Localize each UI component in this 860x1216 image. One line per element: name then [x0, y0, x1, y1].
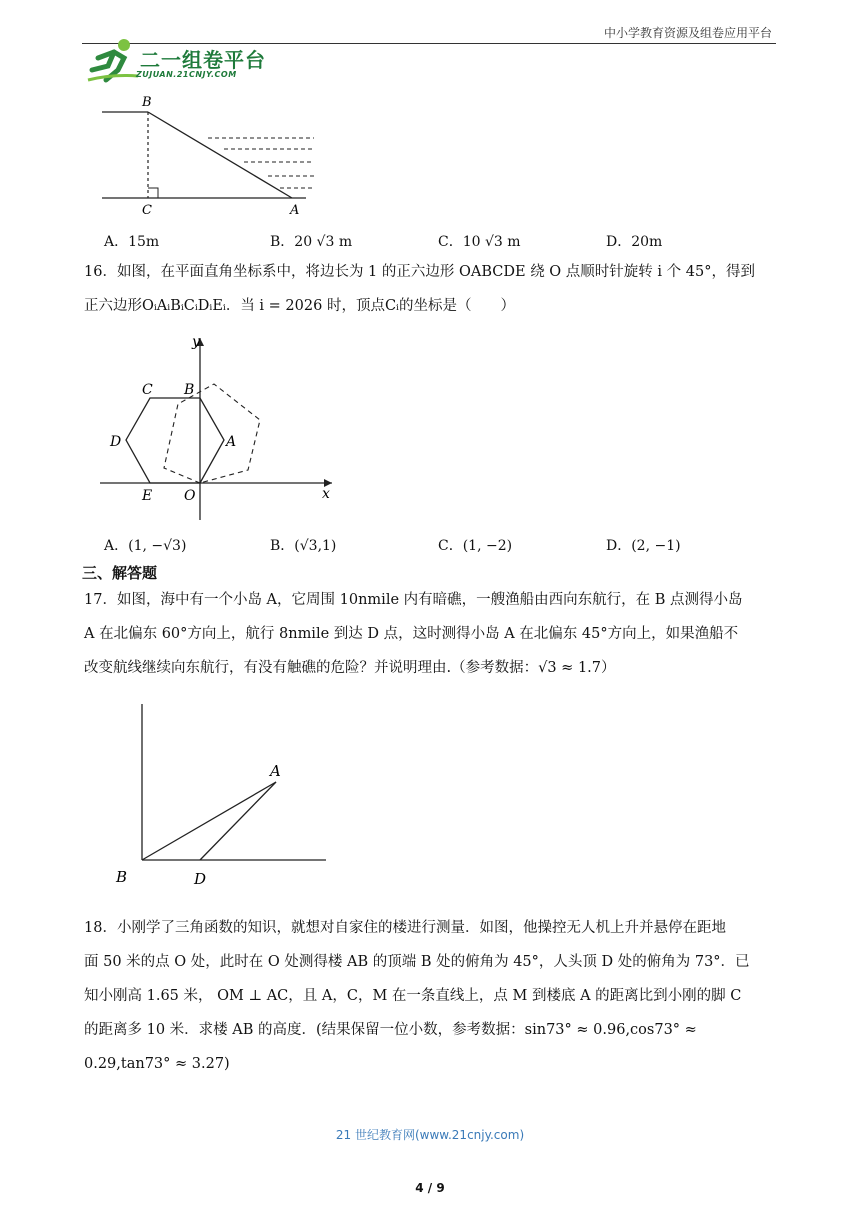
q18-line-4: 的距离多 10 米．求楼 AB 的高度．(结果保留一位小数，参考数据：sin73° ≈ 0.96,cos73° ≈ — [84, 1022, 697, 1038]
site-logo — [84, 36, 284, 84]
runner-logo-icon — [84, 36, 140, 84]
q16-line-1: 16．如图，在平面直角坐标系中，将边长为 1 的正六边形 OABCDE 绕 O 点顺时针旋转 i 个 45°，得到 — [84, 264, 755, 280]
q17-line-2: A 在北偏东 60°方向上，航行 8nmile 到达 D 点，这时测得小岛 A 在北偏东 45°方向上，如果渔船不 — [84, 626, 739, 642]
q15-choice-a: A．15m — [104, 234, 160, 250]
label-y: y — [192, 334, 200, 350]
logo-url: ZUJUAN.21CNJY.COM — [136, 70, 237, 79]
q17-line-1: 17．如图，海中有一个小岛 A，它周围 10nmile 内有暗礁，一艘渔船由西向东航行，在 B 点测得小岛 — [84, 592, 743, 608]
footer-link[interactable]: 21 世纪教育网(www.21cnjy.com) — [335, 1128, 525, 1142]
page-number: 4 / 9 — [415, 1181, 445, 1195]
label-B: B — [116, 868, 128, 886]
label-A: A — [270, 762, 281, 780]
label-E: E — [142, 488, 153, 504]
q16-choice-c: C．(1, −2) — [438, 538, 513, 554]
q15-choice-b: B．20 √3 m — [270, 234, 353, 250]
label-A: A — [290, 203, 300, 218]
label-D: D — [194, 870, 207, 888]
label-x: x — [322, 486, 330, 502]
q16-choice-b: B．(√3,1) — [270, 538, 337, 554]
label-A: A — [226, 434, 237, 450]
label-C: C — [142, 203, 152, 218]
label-B: B — [184, 382, 195, 398]
q15-figure — [96, 92, 326, 220]
q18-line-3: 知小刚高 1.65 米， OM ⊥ AC，且 A，C，M 在一条直线上，点 M 到楼底 A 的距离比到小刚的脚 C — [84, 988, 742, 1004]
header-platform-name: 中小学教育资源及组卷应用平台 — [603, 26, 772, 40]
label-B: B — [142, 95, 152, 110]
label-O: O — [184, 488, 196, 504]
q15-choice-d: D．20m — [606, 234, 663, 250]
section-title: 三、解答题 — [82, 564, 158, 582]
q16-figure — [96, 328, 346, 528]
q16-choice-d: D．(2, −1) — [606, 538, 681, 554]
q17-figure — [110, 700, 340, 892]
q15-choice-c: C．10 √3 m — [438, 234, 521, 250]
q17-line-3: 改变航线继续向东航行，有没有触礁的危险？并说明理由.（参考数据：√3 ≈ 1.7） — [84, 660, 616, 676]
q16-line-2: 正六边形OᵢAᵢBᵢCᵢDᵢEᵢ．当 i = 2026 时，顶点Cᵢ的坐标是（ ） — [84, 298, 515, 314]
q18-line-2: 面 50 米的点 O 处，此时在 O 处测得楼 AB 的顶端 B 处的俯角为 45°，人头顶 D 处的俯角为 73°．已 — [84, 954, 750, 970]
logo-text: 二一组卷平台 — [140, 48, 266, 72]
label-D: D — [110, 434, 122, 450]
q16-choice-a: A．(1, −√3) — [104, 538, 187, 554]
q18-line-5: 0.29,tan73° ≈ 3.27) — [84, 1056, 230, 1072]
q18-line-1: 18．小刚学了三角函数的知识，就想对自家住的楼进行测量．如图，他操控无人机上升并悬停在距地 — [84, 920, 726, 936]
label-C: C — [142, 382, 153, 398]
